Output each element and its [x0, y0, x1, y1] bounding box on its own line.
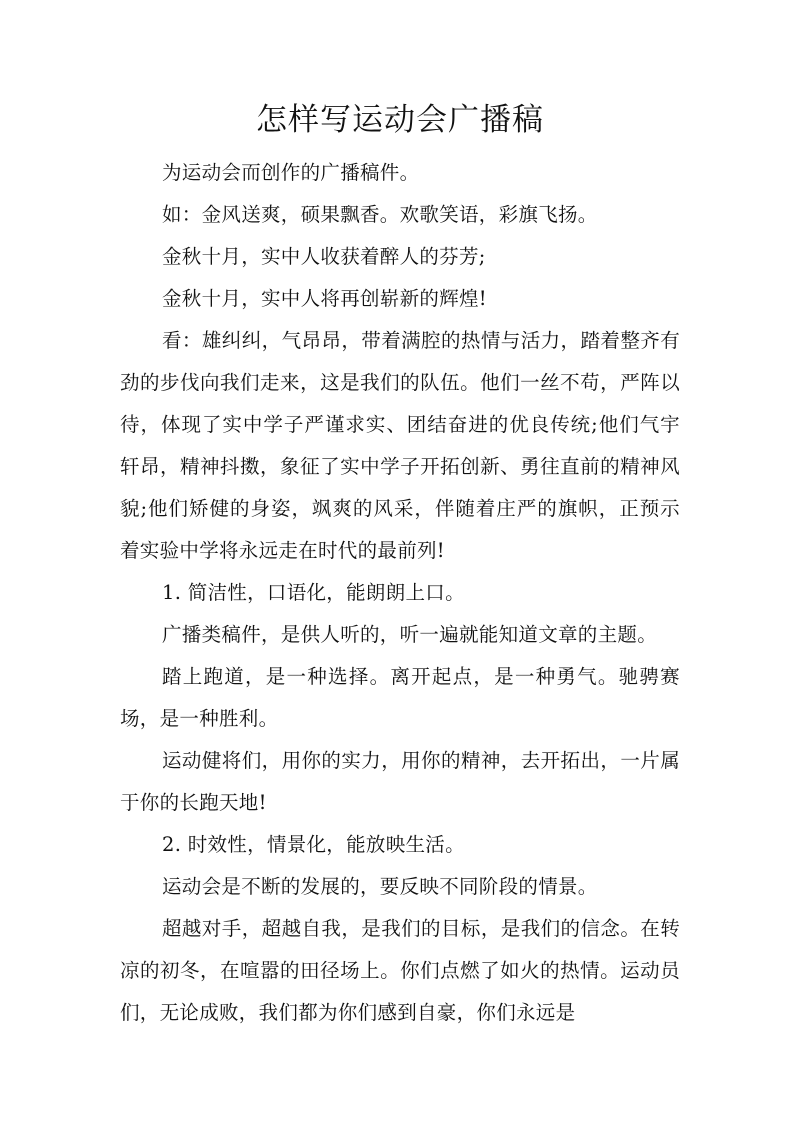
paragraph-listening: 广播类稿件，是供人听的，听一遍就能知道文章的主题。: [162, 623, 658, 646]
paragraph-point-1: 1. 简洁性，口语化，能朗朗上口。: [162, 581, 465, 604]
paragraph-surpass: 超越对手，超越自我，是我们的目标，是我们的信念。在转凉的初冬，在喧嚣的田径场上。你们点燃了如火的热情。运动员们，无论成败，我们都为你们感到自豪，你们永远是: [120, 917, 680, 1024]
paragraph-development: 运动会是不断的发展的，要反映不同阶段的情景。: [162, 875, 598, 898]
paragraph-autumn-2: 金秋十月，实中人将再创崭新的辉煌!: [162, 287, 487, 310]
document-title: 怎样写运动会广播稿: [256, 102, 544, 138]
paragraph-point-2: 2. 时效性，情景化，能放映生活。: [162, 833, 465, 856]
paragraph-example: 如：金风送爽，硕果飘香。欢歌笑语，彩旗飞扬。: [162, 203, 598, 226]
paragraph-athletes: 运动健将们，用你的实力，用你的精神，去开拓出，一片属于你的长跑天地!: [120, 749, 680, 814]
paragraph-track: 踏上跑道，是一种选择。离开起点，是一种勇气。驰骋赛场，是一种胜利。: [120, 665, 680, 730]
document-body: [120, 152, 680, 1034]
paragraph-team: 看：雄纠纠，气昂昂，带着满腔的热情与活力，踏着整齐有劲的步伐向我们走来，这是我们的队伍。他们一丝不苟，严阵以待，体现了实中学子严谨求实、团结奋进的优良传统;他们气宇轩昂，精神抖擞，象征了实中学子开拓创新、勇往直前的精神风貌;他们矫健的身姿，飒爽的风采，伴随着庄严的旗帜，正预示着实验中学将永远走在时代的最前列!: [120, 329, 680, 562]
paragraph-autumn-1: 金秋十月，实中人收获着醉人的芬芳;: [162, 245, 486, 268]
paragraph-intro: 为运动会而创作的广播稿件。: [162, 161, 420, 184]
